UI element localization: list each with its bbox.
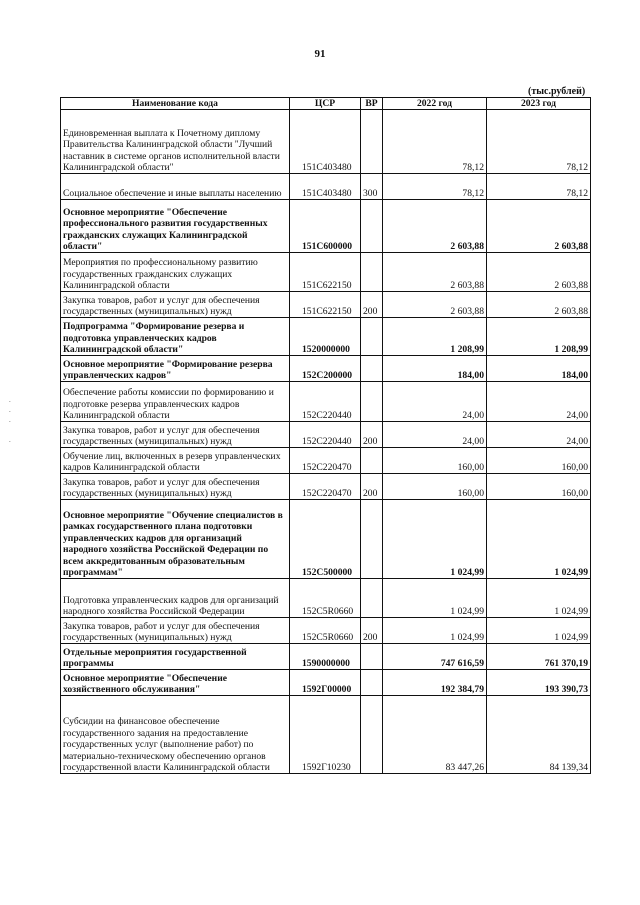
table-row bbox=[61, 200, 591, 253]
row-2022-cell: 78,12 bbox=[383, 174, 487, 200]
row-2023-cell: 1 024,99 bbox=[487, 618, 591, 644]
row-name-cell: Мероприятия по профессиональному развитию государственных гражданских служащих Калининградской области bbox=[61, 253, 290, 292]
unit-note: (тыс.рублей) bbox=[528, 86, 586, 97]
row-name-cell: Закупка товаров, работ и услуг для обеспечения государственных (муниципальных) нужд bbox=[61, 474, 290, 500]
row-csr-cell: 152С5R0660 bbox=[290, 618, 361, 644]
row-2022-cell: 24,00 bbox=[383, 422, 487, 448]
row-csr-cell: 152С220470 bbox=[290, 474, 361, 500]
row-vr-cell bbox=[361, 579, 383, 618]
row-csr-cell: 151С622150 bbox=[290, 253, 361, 292]
row-csr-cell: 152С220470 bbox=[290, 448, 361, 474]
row-name-cell: Закупка товаров, работ и услуг для обеспечения государственных (муниципальных) нужд bbox=[61, 292, 290, 318]
row-2022-cell: 2 603,88 bbox=[383, 253, 487, 292]
row-csr-cell: 1520000000 bbox=[290, 318, 361, 356]
row-name-cell: Основное мероприятие "Обеспечение хозяйственного обслуживания" bbox=[61, 670, 290, 696]
table-row bbox=[61, 110, 591, 174]
row-2023-cell: 2 603,88 bbox=[487, 200, 591, 253]
table-row bbox=[61, 318, 591, 356]
row-2022-cell: 160,00 bbox=[383, 474, 487, 500]
table-row bbox=[61, 382, 591, 422]
row-2022-cell: 24,00 bbox=[383, 382, 487, 422]
row-vr-cell bbox=[361, 696, 383, 774]
row-csr-cell: 151С403480 bbox=[290, 110, 361, 174]
row-2023-cell: 1 208,99 bbox=[487, 318, 591, 356]
row-name-cell: Подготовка управленческих кадров для организаций народного хозяйства Российской Федерации bbox=[61, 579, 290, 618]
header-csr: ЦСР bbox=[290, 98, 361, 110]
row-vr-cell bbox=[361, 318, 383, 356]
row-csr-cell: 152С220440 bbox=[290, 422, 361, 448]
row-name-cell: Отдельные мероприятия государственной программы bbox=[61, 644, 290, 670]
row-2023-cell: 2 603,88 bbox=[487, 292, 591, 318]
row-name-cell: Основное мероприятие "Формирование резерва управленческих кадров" bbox=[61, 356, 290, 382]
row-name-cell: Субсидии на финансовое обеспечение государственного задания на предоставление государственных услуг (выполнение работ) по материально-техническому обеспечению органов государственной власти Калининградской области bbox=[61, 696, 290, 774]
row-2022-cell: 2 603,88 bbox=[383, 292, 487, 318]
row-csr-cell: 151С622150 bbox=[290, 292, 361, 318]
row-name-cell: Обеспечение работы комиссии по формированию и подготовке резерва управленческих кадров Калининградской области bbox=[61, 382, 290, 422]
row-csr-cell: 151С403480 bbox=[290, 174, 361, 200]
row-2022-cell: 78,12 bbox=[383, 110, 487, 174]
row-2023-cell: 78,12 bbox=[487, 110, 591, 174]
header-vr: ВР bbox=[361, 98, 383, 110]
row-vr-cell bbox=[361, 253, 383, 292]
table-header-row bbox=[61, 98, 591, 110]
row-csr-cell: 152С220440 bbox=[290, 382, 361, 422]
row-vr-cell: 200 bbox=[361, 474, 383, 500]
row-name-cell: Подпрограмма "Формирование резерва и подготовка управленческих кадров Калининградской области" bbox=[61, 318, 290, 356]
row-2023-cell: 84 139,34 bbox=[487, 696, 591, 774]
row-2022-cell: 1 024,99 bbox=[383, 618, 487, 644]
row-vr-cell: 200 bbox=[361, 292, 383, 318]
header-2023: 2023 год bbox=[487, 98, 591, 110]
table-row bbox=[61, 500, 591, 579]
table-row bbox=[61, 422, 591, 448]
header-name: Наименование кода bbox=[61, 98, 290, 110]
row-2023-cell: 160,00 bbox=[487, 474, 591, 500]
row-2022-cell: 1 208,99 bbox=[383, 318, 487, 356]
row-2022-cell: 1 024,99 bbox=[383, 579, 487, 618]
row-csr-cell: 1592Г00000 bbox=[290, 670, 361, 696]
table-row bbox=[61, 174, 591, 200]
row-name-cell: Социальное обеспечение и иные выплаты населению bbox=[61, 174, 290, 200]
table-row bbox=[61, 696, 591, 774]
row-csr-cell: 1592Г10230 bbox=[290, 696, 361, 774]
table-row bbox=[61, 644, 591, 670]
row-vr-cell bbox=[361, 110, 383, 174]
row-vr-cell bbox=[361, 644, 383, 670]
row-2022-cell: 184,00 bbox=[383, 356, 487, 382]
row-2022-cell: 192 384,79 bbox=[383, 670, 487, 696]
row-2023-cell: 160,00 bbox=[487, 448, 591, 474]
row-2023-cell: 24,00 bbox=[487, 382, 591, 422]
table-row bbox=[61, 448, 591, 474]
row-2023-cell: 2 603,88 bbox=[487, 253, 591, 292]
row-vr-cell bbox=[361, 382, 383, 422]
row-2022-cell: 2 603,88 bbox=[383, 200, 487, 253]
table-row bbox=[61, 292, 591, 318]
row-vr-cell: 300 bbox=[361, 174, 383, 200]
row-csr-cell: 152С500000 bbox=[290, 500, 361, 579]
row-2022-cell: 160,00 bbox=[383, 448, 487, 474]
row-name-cell: Основное мероприятие "Обучение специалистов в рамках государственного плана подготовки управленческих кадров для организаций народного хозяйства Российской Федерации по всем аккредитованным образовательным программам" bbox=[61, 500, 290, 579]
row-csr-cell: 1590000000 bbox=[290, 644, 361, 670]
row-2022-cell: 1 024,99 bbox=[383, 500, 487, 579]
header-2022: 2022 год bbox=[383, 98, 487, 110]
row-name-cell: Закупка товаров, работ и услуг для обеспечения государственных (муниципальных) нужд bbox=[61, 422, 290, 448]
row-name-cell: Обучение лиц, включенных в резерв управленческих кадров Калининградской области bbox=[61, 448, 290, 474]
row-2022-cell: 83 447,26 bbox=[383, 696, 487, 774]
row-vr-cell bbox=[361, 356, 383, 382]
page-number: 91 bbox=[314, 48, 326, 60]
row-2023-cell: 78,12 bbox=[487, 174, 591, 200]
row-vr-cell bbox=[361, 670, 383, 696]
row-name-cell: Закупка товаров, работ и услуг для обеспечения государственных (муниципальных) нужд bbox=[61, 618, 290, 644]
table-row bbox=[61, 618, 591, 644]
table-row bbox=[61, 474, 591, 500]
row-csr-cell: 151С600000 bbox=[290, 200, 361, 253]
row-2023-cell: 1 024,99 bbox=[487, 579, 591, 618]
row-2023-cell: 184,00 bbox=[487, 356, 591, 382]
row-name-cell: Основное мероприятие "Обеспечение профессионального развития государственных гражданских служащих Калининградской области" bbox=[61, 200, 290, 253]
table-row bbox=[61, 253, 591, 292]
row-csr-cell: 152С200000 bbox=[290, 356, 361, 382]
row-2023-cell: 193 390,73 bbox=[487, 670, 591, 696]
table-body bbox=[61, 110, 591, 774]
row-vr-cell: 200 bbox=[361, 618, 383, 644]
row-vr-cell bbox=[361, 500, 383, 579]
row-vr-cell bbox=[361, 200, 383, 253]
row-2023-cell: 24,00 bbox=[487, 422, 591, 448]
row-csr-cell: 152С5R0660 bbox=[290, 579, 361, 618]
table-row bbox=[61, 670, 591, 696]
row-vr-cell: 200 bbox=[361, 422, 383, 448]
binding-marks: . . . . bbox=[9, 396, 11, 444]
row-2023-cell: 761 370,19 bbox=[487, 644, 591, 670]
table-row bbox=[61, 356, 591, 382]
row-2023-cell: 1 024,99 bbox=[487, 500, 591, 579]
row-name-cell: Единовременная выплата к Почетному диплому Правительства Калининградской области "Лучший наставник в системе органов исполнительной власти Калининградской области" bbox=[61, 110, 290, 174]
row-2022-cell: 747 616,59 bbox=[383, 644, 487, 670]
table-row bbox=[61, 579, 591, 618]
budget-table bbox=[60, 97, 591, 774]
row-vr-cell bbox=[361, 448, 383, 474]
